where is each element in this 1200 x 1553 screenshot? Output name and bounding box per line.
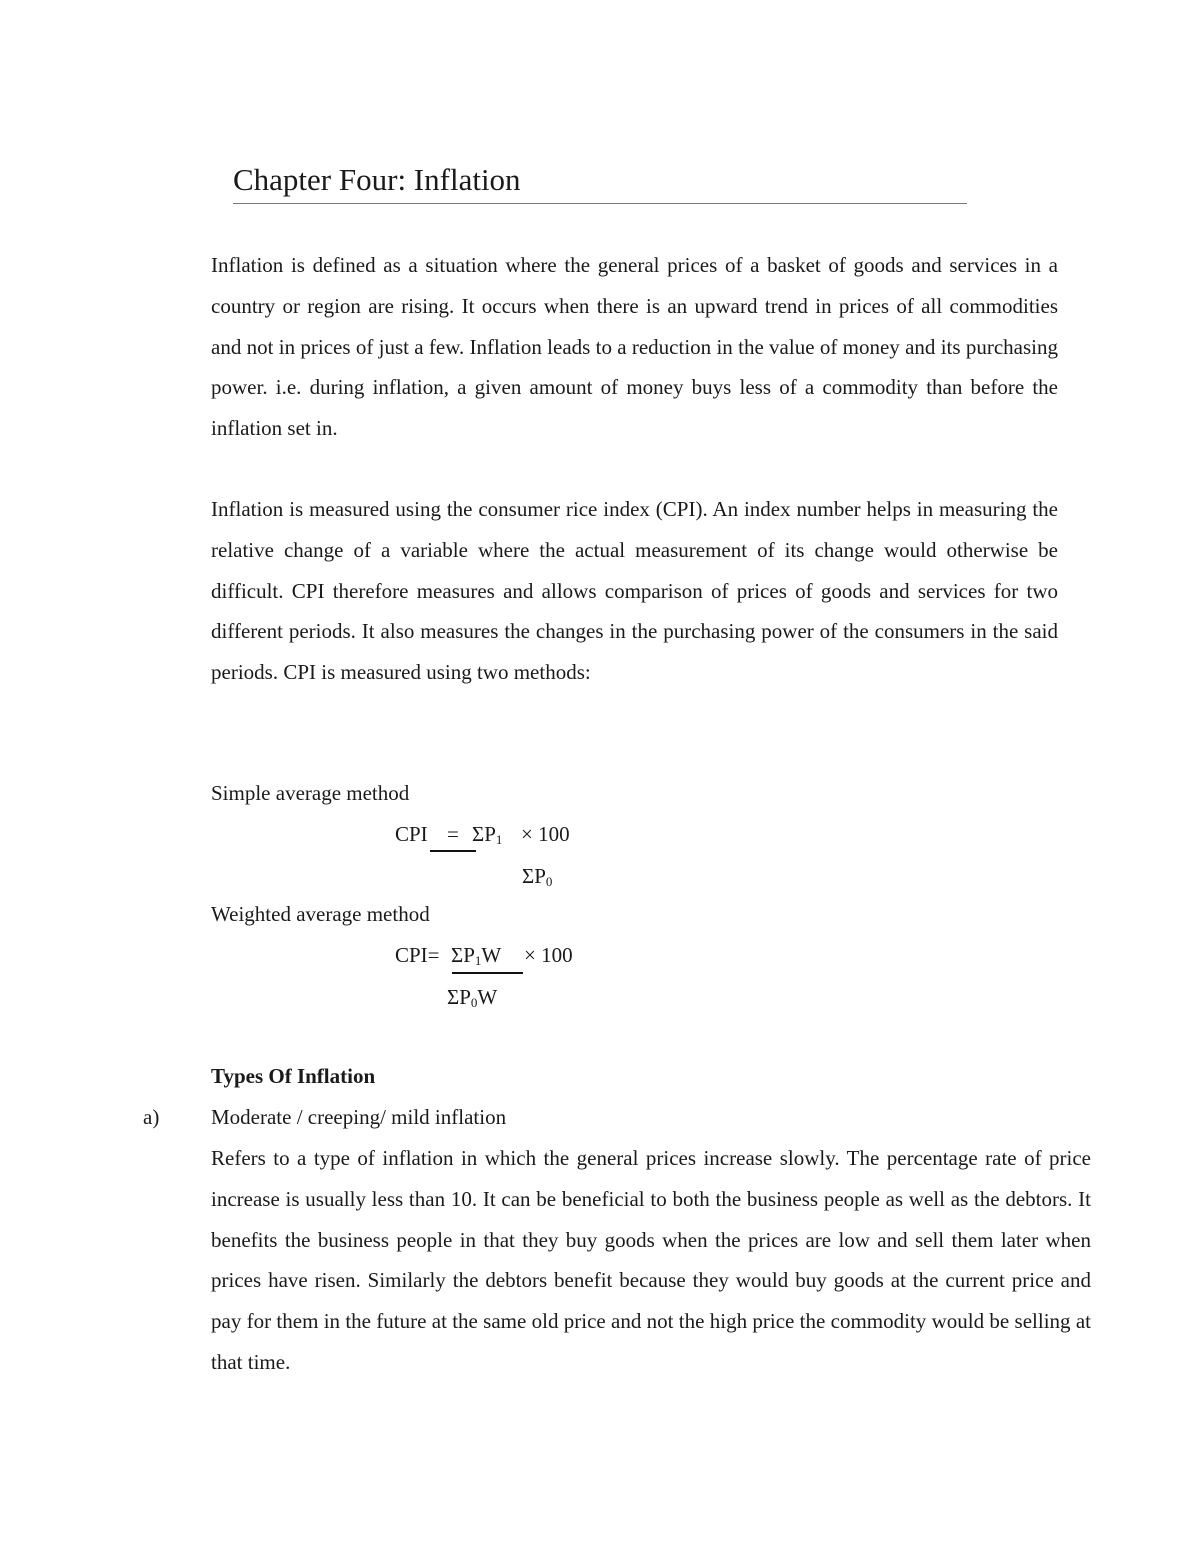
types-heading: Types Of Inflation — [211, 1064, 376, 1088]
simple-numerator-sub: 1 — [495, 832, 503, 847]
simple-numerator-symbol: ΣP — [472, 822, 496, 846]
simple-method-label: Simple average method — [211, 781, 410, 805]
weighted-numerator-sub: 1 — [474, 953, 482, 968]
weighted-method-label: Weighted average method — [211, 902, 430, 926]
simple-formula-numerator — [472, 819, 502, 855]
simple-formula-lhs: CPI — [395, 822, 428, 846]
weighted-denominator-symbol: ΣP — [447, 985, 471, 1009]
simple-formula-equals: = — [447, 822, 459, 846]
weighted-formula-denominator — [447, 982, 497, 1018]
simple-formula-denominator — [522, 861, 552, 897]
simple-denominator-sub: 0 — [545, 874, 553, 889]
weighted-formula-multiplier: × 100 — [524, 943, 573, 967]
weighted-numerator-symbol: ΣP — [451, 943, 475, 967]
simple-denominator-symbol: ΣP — [522, 864, 546, 888]
simple-formula-multiplier: × 100 — [521, 822, 570, 846]
weighted-fraction-bar — [452, 972, 523, 974]
simple-fraction-bar — [430, 850, 476, 852]
title-underline — [233, 203, 967, 204]
weighted-formula-numerator — [451, 940, 501, 976]
list-item-description: Refers to a type of inflation in which the general prices increase slowly. The percentage rate of price increase is usually less than 10. It can be beneficial to both the business people as well as the debtors. It benefits the business people in that they buy goods when the prices are low and sell them later when prices have risen. Similarly the debtors benefit because they would buy goods at the current price and pay for them in the future at the same old price and not the high price the commodity would be selling at that time. — [211, 1146, 1091, 1374]
weighted-denominator-suffix: W — [477, 985, 498, 1009]
list-item-title: Moderate / creeping/ mild inflation — [211, 1105, 507, 1129]
weighted-denominator-sub: 0 — [470, 995, 478, 1010]
definition-paragraph: Inflation is defined as a situation where the general prices of a basket of goods and services in a country or region are rising. It occurs when there is an upward trend in prices of all commodities and not in prices of just a few. Inflation leads to a reduction in the value of money and its purchasing power. i.e. during inflation, a given amount of money buys less of a commodity than before the inflation set in. — [211, 253, 1058, 441]
measurement-paragraph: Inflation is measured using the consumer rice index (CPI). An index number helps in measuring the relative change of a variable where the actual measurement of its change would otherwise be difficult. CPI therefore measures and allows comparison of prices of goods and services for two different periods. It also measures the changes in the purchasing power of the consumers in the said periods. CPI is measured using two methods: — [211, 497, 1058, 685]
weighted-formula-lhs: CPI= — [395, 943, 440, 967]
weighted-numerator-suffix: W — [481, 943, 502, 967]
chapter-title: Chapter Four: Inflation — [233, 162, 521, 197]
list-item-marker: a) — [143, 1105, 160, 1129]
